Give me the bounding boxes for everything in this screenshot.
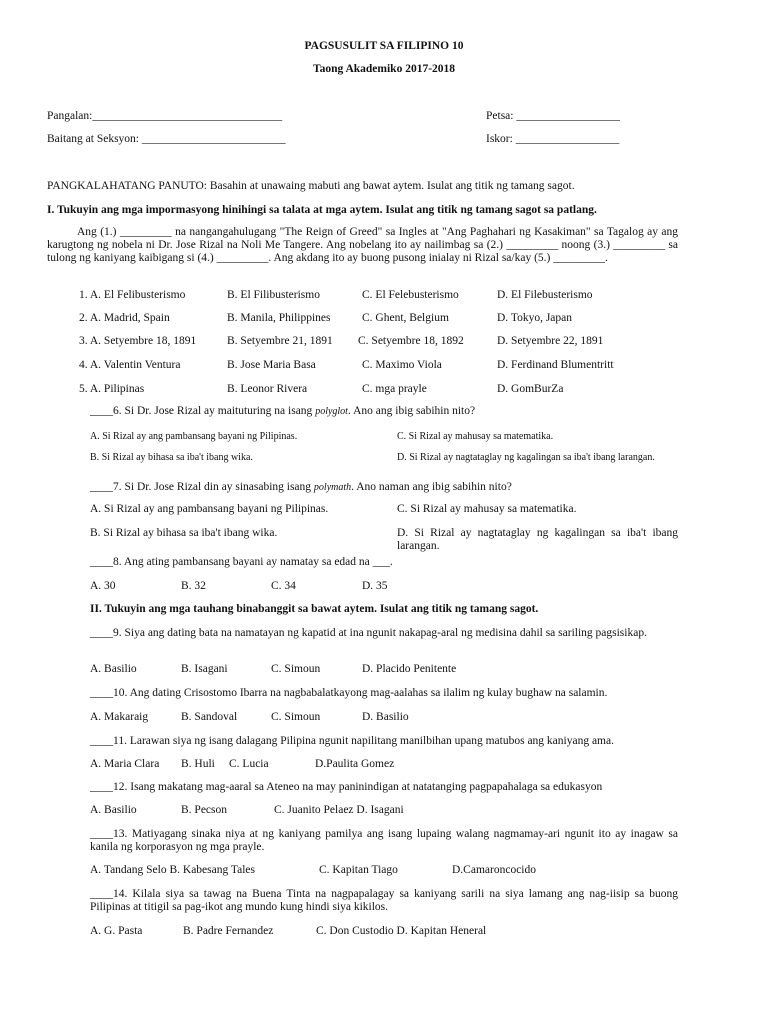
question-6 (90, 405, 475, 417)
question-13-choice-d: D.Camaroncocido (452, 864, 536, 876)
question-9-choice-a: A. Basilio (90, 663, 137, 675)
question-9-choice-c: C. Simoun (271, 663, 321, 675)
item-3-choice-c: C. Setyembre 18, 1892 (358, 335, 464, 347)
question-8-choice-d: D. 35 (362, 580, 388, 592)
item-4-choice-c: C. Maximo Viola (362, 359, 442, 371)
question-14-stem: ____14. Kilala siya sa tawag na Buena Tinta na nagpapalagay sa kaniyang sarili na siya lamang ang nag-iisip sa buong Pilipinas at titigil sa pag-ikot ang mundo kung hindi siya kikilos. (90, 888, 678, 913)
question-9-choice-b: B. Isagani (181, 663, 228, 675)
question-7 (90, 481, 512, 493)
question-13-choice-ab: A. Tandang Selo B. Kabesang Tales (90, 864, 256, 876)
item-2-choice-a: 2. A. Madrid, Spain (79, 312, 170, 324)
question-11-choice-d: D.Paulita Gomez (315, 758, 395, 770)
item-3-choice-a: 3. A. Setyembre 18, 1891 (79, 335, 197, 347)
general-instructions: PANGKALAHATANG PANUTO: Basahin at unawaing mabuti ang bawat aytem. Isulat ang titik ng tamang sagot. (47, 180, 575, 192)
item-2-choice-c: C. Ghent, Belgium (362, 312, 449, 324)
question-7-stem-pre: ____7. Si Dr. Jose Rizal din ay sinasabing isang (90, 481, 314, 493)
question-7-choice-b: B. Si Rizal ay bihasa sa iba't ibang wika. (90, 527, 278, 539)
question-6-choice-c: C. Si Rizal ay mahusay sa matematika. (397, 431, 554, 442)
item-1-choice-c: C. El Felebusterismo (362, 289, 459, 301)
section1-paragraph: Ang (1.) _________ na nangangahulugang "The Reign of Greed" sa Ingles at "Ang Paghahari ng Kasakiman" sa Tagalog ay ang karugtong ng nobela ni Dr. Jose Rizal na Noli Me Tangere. Ang nobelang ito ay nailimbag sa (2.) _________ noong (3.) _________ sa tulong ng kaniyang kaibigang si (4.) _________. Ang akdang ito ay buong pusong inialay ni Rizal sa/kay (5.) _________. (47, 226, 678, 264)
question-7-choice-d: D. Si Rizal ay nagtataglay ng kagalingan sa iba't ibang larangan. (397, 527, 678, 552)
item-4-choice-a: 4. A. Valentin Ventura (79, 359, 181, 371)
baitang-field[interactable]: Baitang at Seksyon: _________________________ (47, 133, 286, 145)
question-6-keyword: polyglot (315, 406, 348, 417)
question-6-choice-a: A. Si Rizal ay ang pambansang bayani ng Pilipinas. (90, 431, 298, 442)
question-10-stem: ____10. Ang dating Crisostomo Ibarra na nagbabalatkayong mag-aalahas sa ilalim ng kulay bughaw na salamin. (90, 687, 608, 699)
question-11-choice-a: A. Maria Clara (90, 758, 160, 770)
item-5-choice-b: B. Leonor Rivera (227, 383, 308, 395)
question-9-choice-d: D. Placido Penitente (362, 663, 457, 675)
question-10-choice-d: D. Basilio (362, 711, 409, 723)
question-11-choice-c: C. Lucia (229, 758, 269, 770)
item-1-choice-b: B. El Filibusterismo (227, 289, 320, 301)
question-10-choice-c: C. Simoun (271, 711, 321, 723)
item-3-choice-d: D. Setyembre 22, 1891 (497, 335, 604, 347)
section2-heading: II. Tukuyin ang mga tauhang binabanggit sa bawat aytem. Isulat ang titik ng tamang sagot. (90, 603, 539, 615)
question-7-stem-post: . Ano naman ang ibig sabihin nito? (351, 481, 512, 493)
item-5-choice-d: D. GomBurZa (497, 383, 564, 395)
exam-title: PAGSUSULIT SA FILIPINO 10 (304, 40, 464, 52)
question-13-stem: ____13. Matiyagang sinaka niya at ng kaniyang pamilya ang isang lupaing walang nagmamay-ari ngunit ito ay inagaw sa kanila ng korporasyon ng mga prayle. (90, 828, 678, 853)
question-7-keyword: polymath (313, 482, 352, 493)
question-8-choice-b: B. 32 (181, 580, 206, 592)
question-6-choice-b: B. Si Rizal ay bihasa sa iba't ibang wika. (90, 452, 253, 463)
question-8-choice-c: C. 34 (271, 580, 296, 592)
item-4-choice-b: B. Jose Maria Basa (227, 359, 316, 371)
item-3-choice-b: B. Setyembre 21, 1891 (227, 335, 333, 347)
item-5-choice-c: C. mga prayle (362, 383, 427, 395)
exam-subtitle: Taong Akademiko 2017-2018 (312, 63, 456, 75)
question-14-choice-b: B. Padre Fernandez (183, 925, 274, 937)
question-10-choice-b: B. Sandoval (181, 711, 238, 723)
question-12-stem: ____12. Isang makatang mag-aaral sa Ateneo na may paninindigan at natatanging pagpapahalaga sa edukasyon (90, 781, 603, 793)
question-8-stem: ____8. Ang ating pambansang bayani ay namatay sa edad na ___. (90, 556, 393, 568)
petsa-field[interactable]: Petsa: __________________ (486, 110, 620, 122)
question-12-choice-a: A. Basilio (90, 804, 137, 816)
question-11-choice-b: B. Huli (181, 758, 215, 770)
question-7-choice-a: A. Si Rizal ay ang pambansang bayani ng Pilipinas. (90, 503, 329, 515)
item-2-choice-b: B. Manila, Philippines (227, 312, 331, 324)
iskor-field[interactable]: Iskor: __________________ (486, 133, 620, 145)
item-1-choice-a: 1. A. El Felibusterismo (79, 289, 186, 301)
item-1-choice-d: D. El Filebusterismo (497, 289, 593, 301)
question-10-choice-a: A. Makaraig (90, 711, 149, 723)
question-6-choice-d: D. Si Rizal ay nagtataglay ng kagalingan sa iba't ibang larangan. (397, 452, 655, 463)
question-6-stem-pre: ____6. Si Dr. Jose Rizal ay maituturing na isang (90, 405, 316, 417)
item-5-choice-a: 5. A. Pilipinas (79, 383, 145, 395)
item-4-choice-d: D. Ferdinand Blumentritt (497, 359, 614, 371)
question-13-choice-c: C. Kapitan Tiago (319, 864, 398, 876)
pangalan-field[interactable]: Pangalan:_________________________________ (47, 110, 283, 122)
question-6-stem-post: . Ano ang ibig sabihin nito? (347, 405, 476, 417)
question-7-choice-c: C. Si Rizal ay mahusay sa matematika. (397, 503, 577, 515)
question-14-choice-a: A. G. Pasta (90, 925, 143, 937)
item-2-choice-d: D. Tokyo, Japan (497, 312, 573, 324)
question-14-choice-cd: C. Don Custodio D. Kapitan Heneral (316, 925, 487, 937)
question-12-choice-b: B. Pecson (181, 804, 227, 816)
question-9-stem: ____9. Siya ang dating bata na namatayan ng kapatid at ina ngunit nakapag-aral ng medisina dahil sa sariling pagsisikap. (90, 627, 647, 639)
question-11-stem: ____11. Larawan siya ng isang dalagang Pilipina ngunit napilitang manilbihan upang matubos ang kaniyang ama. (90, 735, 614, 747)
question-12-choice-cd: C. Juanito Pelaez D. Isagani (274, 804, 404, 816)
question-8-choice-a: A. 30 (90, 580, 116, 592)
section1-heading: I. Tukuyin ang mga impormasyong hinihingi sa talata at mga aytem. Isulat ang titik ng tamang sagot sa patlang. (47, 204, 597, 216)
